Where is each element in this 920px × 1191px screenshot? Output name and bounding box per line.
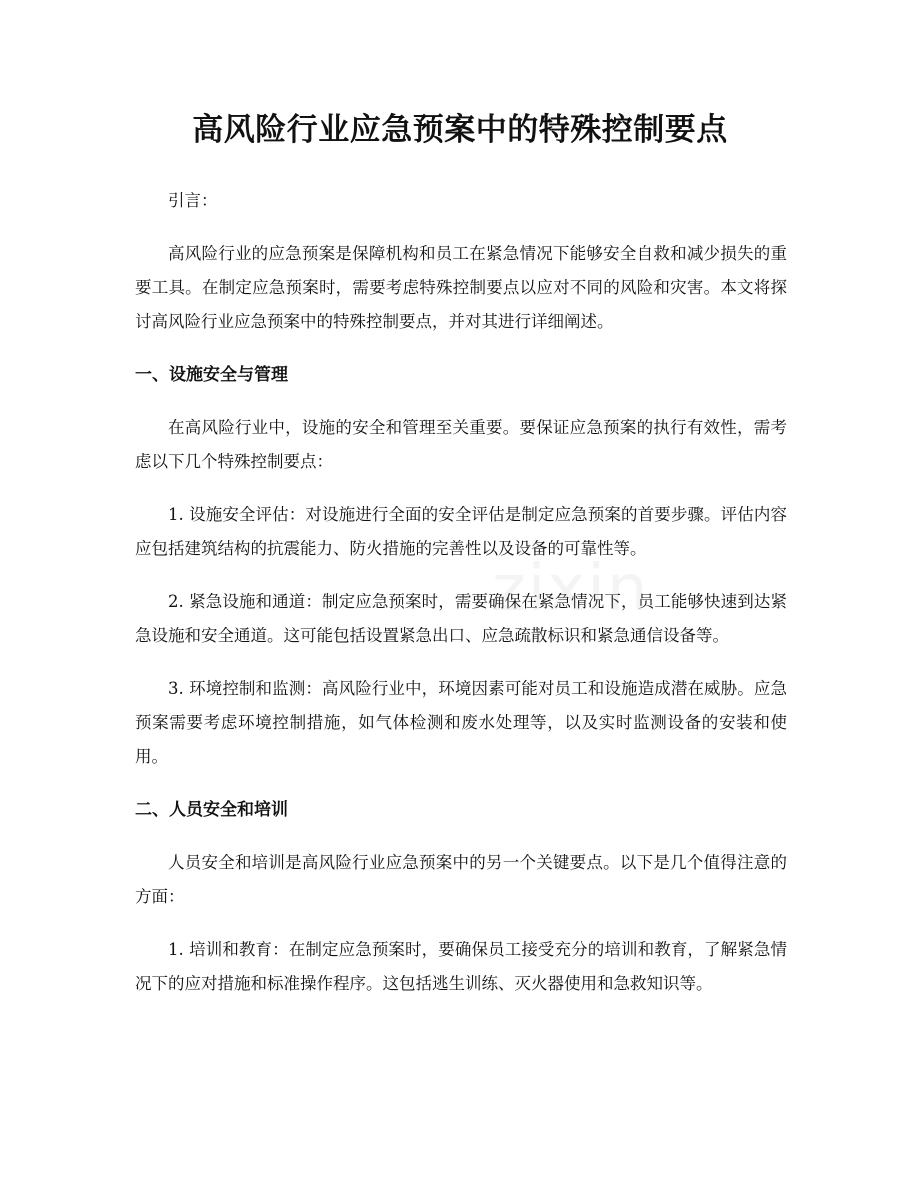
- section-heading-facility: 一、设施安全与管理: [135, 365, 288, 385]
- section2-item-1: 1. 培训和教育：在制定应急预案时，要确保员工接受充分的培训和教育，了解紧急情况下的应对措施和标准操作程序。这包括逃生训练、灭火器使用和急救知识等。: [135, 940, 787, 993]
- section2-intro-paragraph: 人员安全和培训是高风险行业应急预案中的另一个关键要点。以下是几个值得注意的方面：: [135, 853, 787, 906]
- document-body: [135, 184, 787, 1020]
- section1-item-2: 2. 紧急设施和通道：制定应急预案时，需要确保在紧急情况下，员工能够快速到达紧急设施和安全通道。这可能包括设置紧急出口、应急疏散标识和紧急通信设备等。: [135, 592, 787, 645]
- section1-intro-paragraph: 在高风险行业中，设施的安全和管理至关重要。要保证应急预案的执行有效性，需考虑以下几个特殊控制要点：: [135, 418, 787, 471]
- intro-label: 引言：: [168, 191, 218, 210]
- page-title: 高风险行业应急预案中的特殊控制要点: [192, 112, 728, 148]
- intro-paragraph: 高风险行业的应急预案是保障机构和员工在紧急情况下能够安全自救和减少损失的重要工具。在制定应急预案时，需要考虑特殊控制要点以应对不同的风险和灾害。本文将探讨高风险行业应急预案中的特殊控制要点，并对其进行详细阐述。: [135, 244, 787, 331]
- section-heading-personnel: 二、人员安全和培训: [135, 800, 288, 820]
- section1-item-3: 3. 环境控制和监测：高风险行业中，环境因素可能对员工和设施造成潜在威胁。应急预案需要考虑环境控制措施，如气体检测和废水处理等，以及实时监测设备的安装和使用。: [135, 679, 787, 766]
- section1-item-1: 1. 设施安全评估：对设施进行全面的安全评估是制定应急预案的首要步骤。评估内容应包括建筑结构的抗震能力、防火措施的完善性以及设备的可靠性等。: [135, 505, 787, 558]
- watermark-logo: zixin: [492, 552, 650, 626]
